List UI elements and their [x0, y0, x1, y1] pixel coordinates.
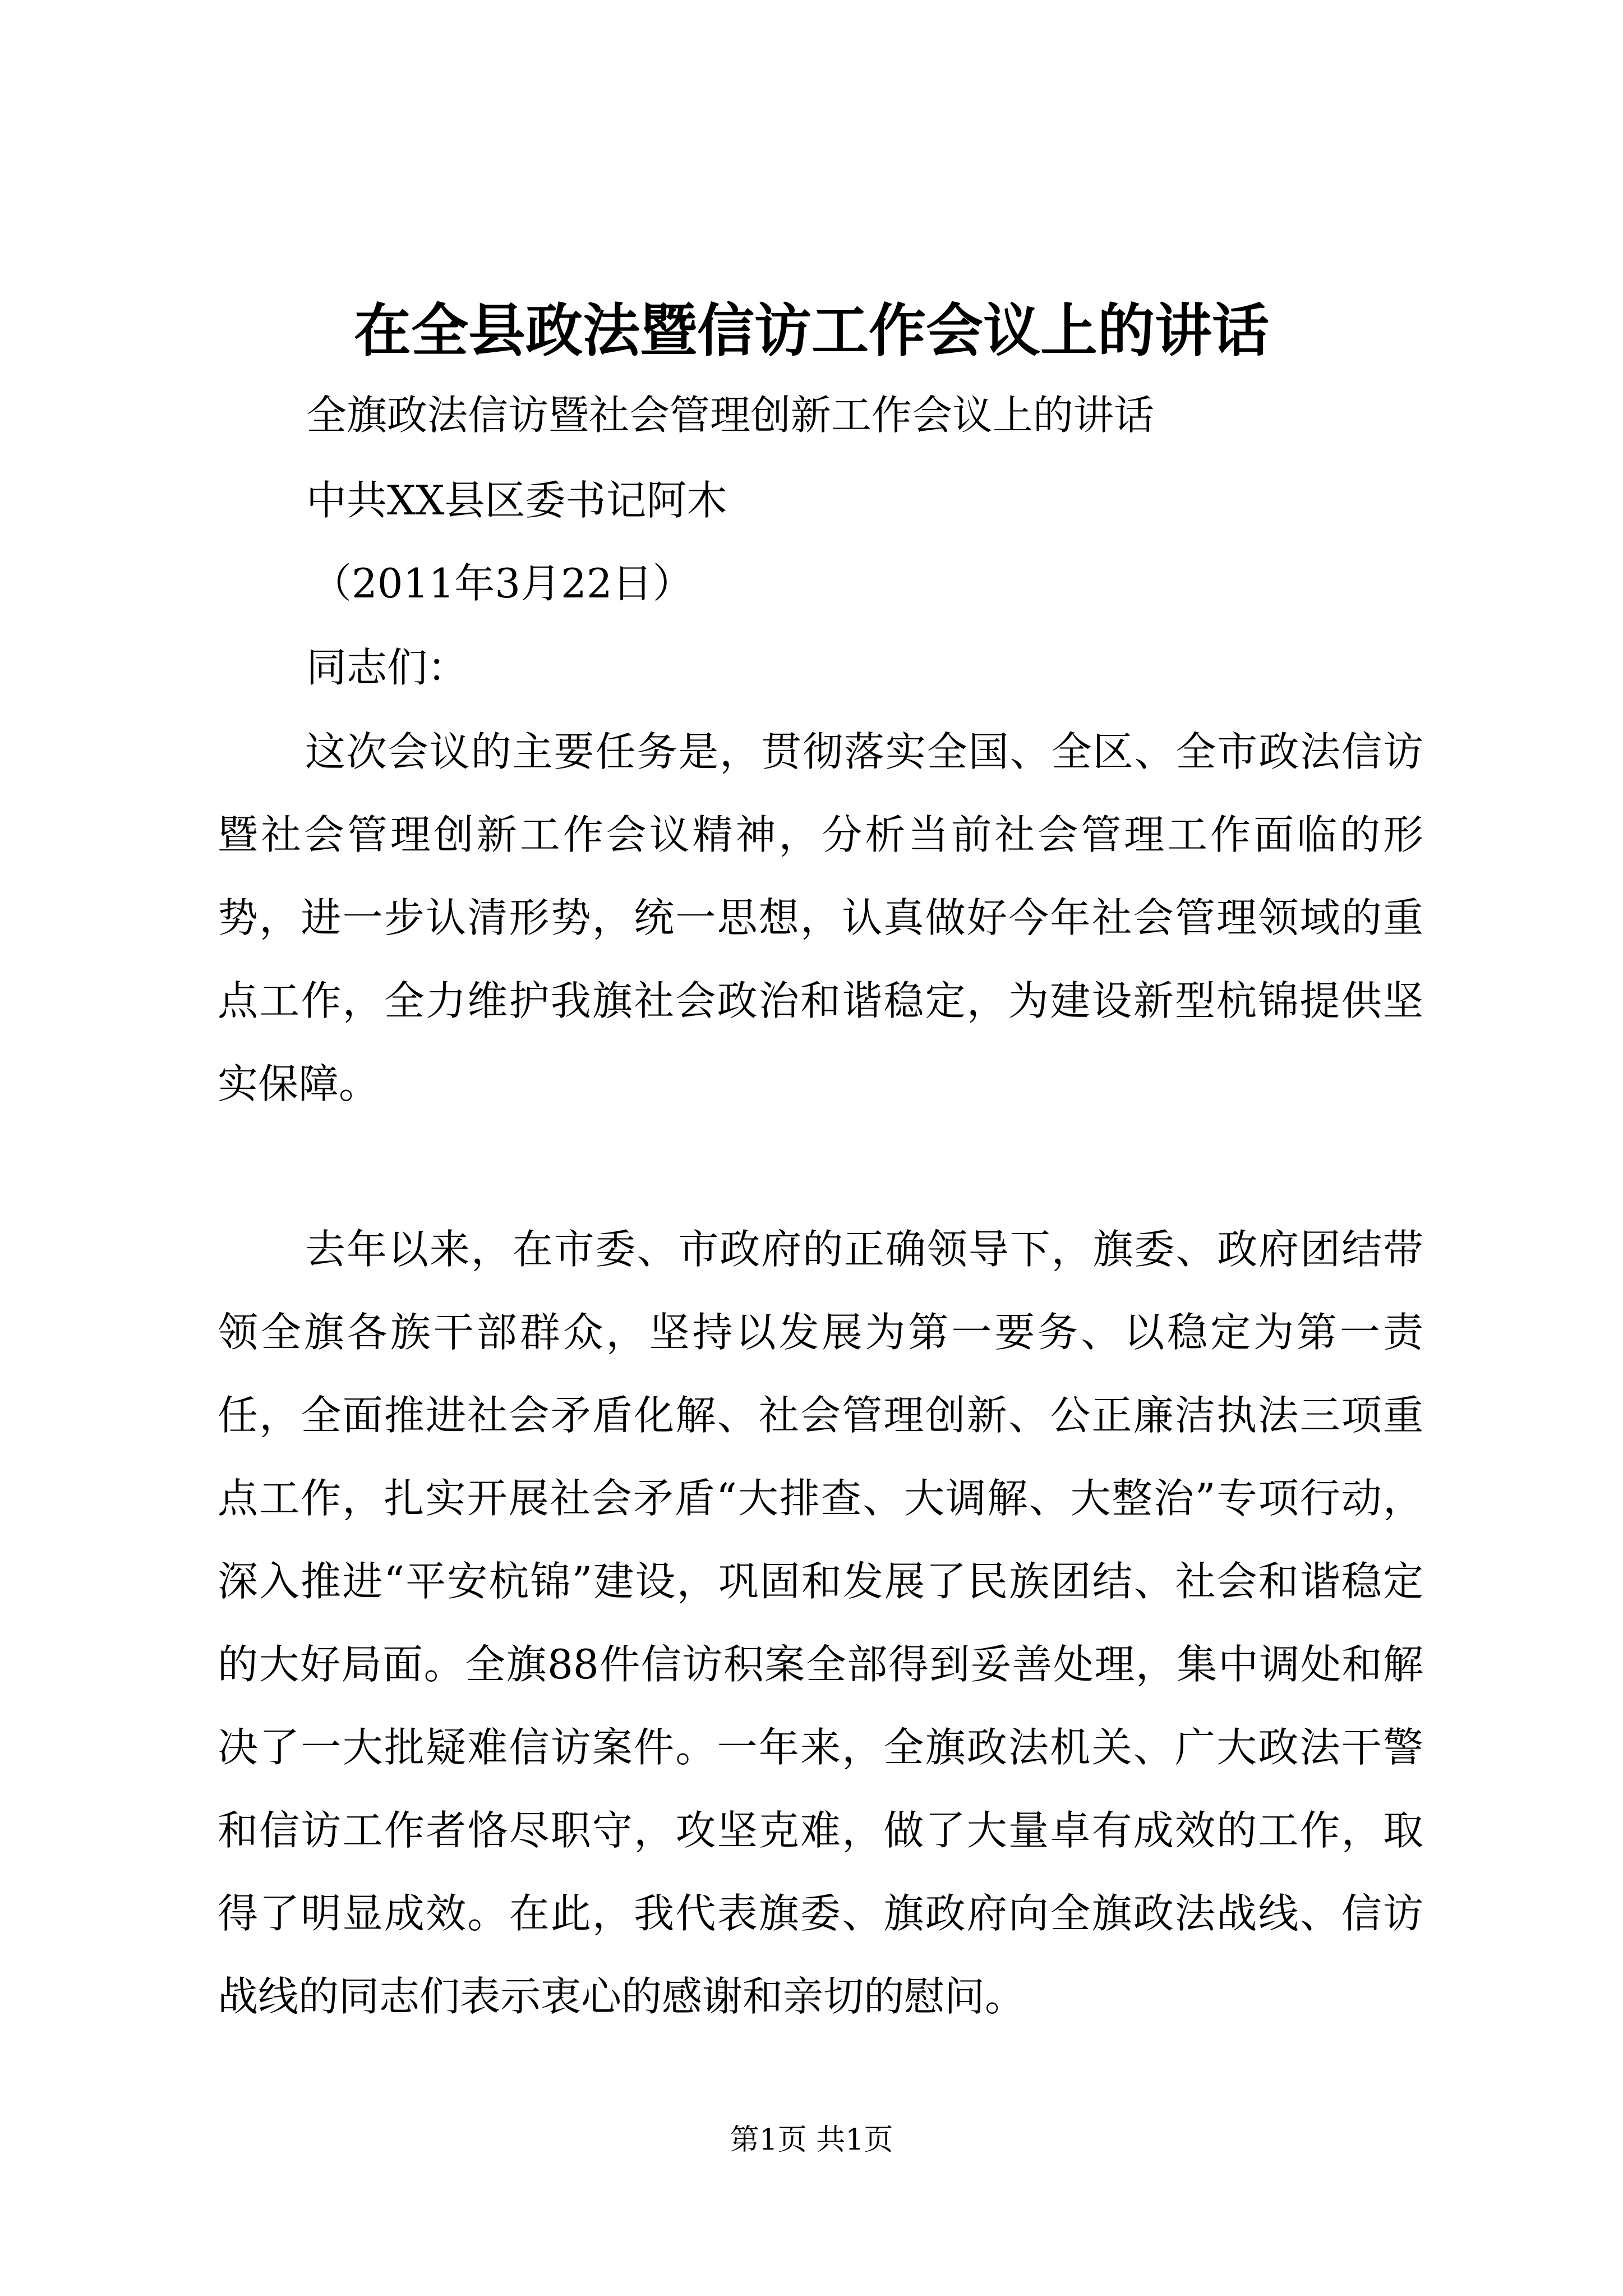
document-greeting: 同志们： — [306, 644, 468, 691]
body-paragraph-1: 这次会议的主要任务是，贯彻落实全国、全区、全市政法信访暨社会管理创新工作会议精神，分析当前社会管理工作面临的形势，进一步认清形势，统一思想，认真做好今年社会管理领域的重点工作，全力维护我旗社会政治和谐稳定，为建设新型杭锦提供坚实保障。 — [218, 728, 1423, 1107]
page-footer: 第1页 共1页 — [730, 2123, 893, 2157]
body-paragraph-2: 去年以来，在市委、市政府的正确领导下，旗委、政府团结带领全旗各族干部群众，坚持以发展为第一要务、以稳定为第一责任，全面推进社会矛盾化解、社会管理创新、公正廉洁执法三项重点工作，扎实开展社会矛盾“大排查、大调解、大整治”专项行动，深入推进“平安杭锦”建设，巩固和发展了民族团结、社会和谐稳定的大好局面。全旗88件信访积案全部得到妥善处理，集中调处和解决了一大批疑难信访案件。一年来，全旗政法机关、广大政法干警和信访工作者恪尽职守，攻坚克难，做了大量卓有成效的工作，取得了明显成效。在此，我代表旗委、旗政府向全旗政法战线、信访战线的同志们表示衷心的感谢和亲切的慰问。 — [218, 1226, 1423, 2020]
document-title: 在全县政法暨信访工作会议上的讲话 — [354, 297, 1269, 365]
document-date: （2011年3月22日） — [311, 560, 693, 607]
document-author: 中共XX县区委书记阿木 — [306, 477, 727, 524]
document-subtitle: 全旗政法信访暨社会管理创新工作会议上的讲话 — [306, 392, 1155, 439]
